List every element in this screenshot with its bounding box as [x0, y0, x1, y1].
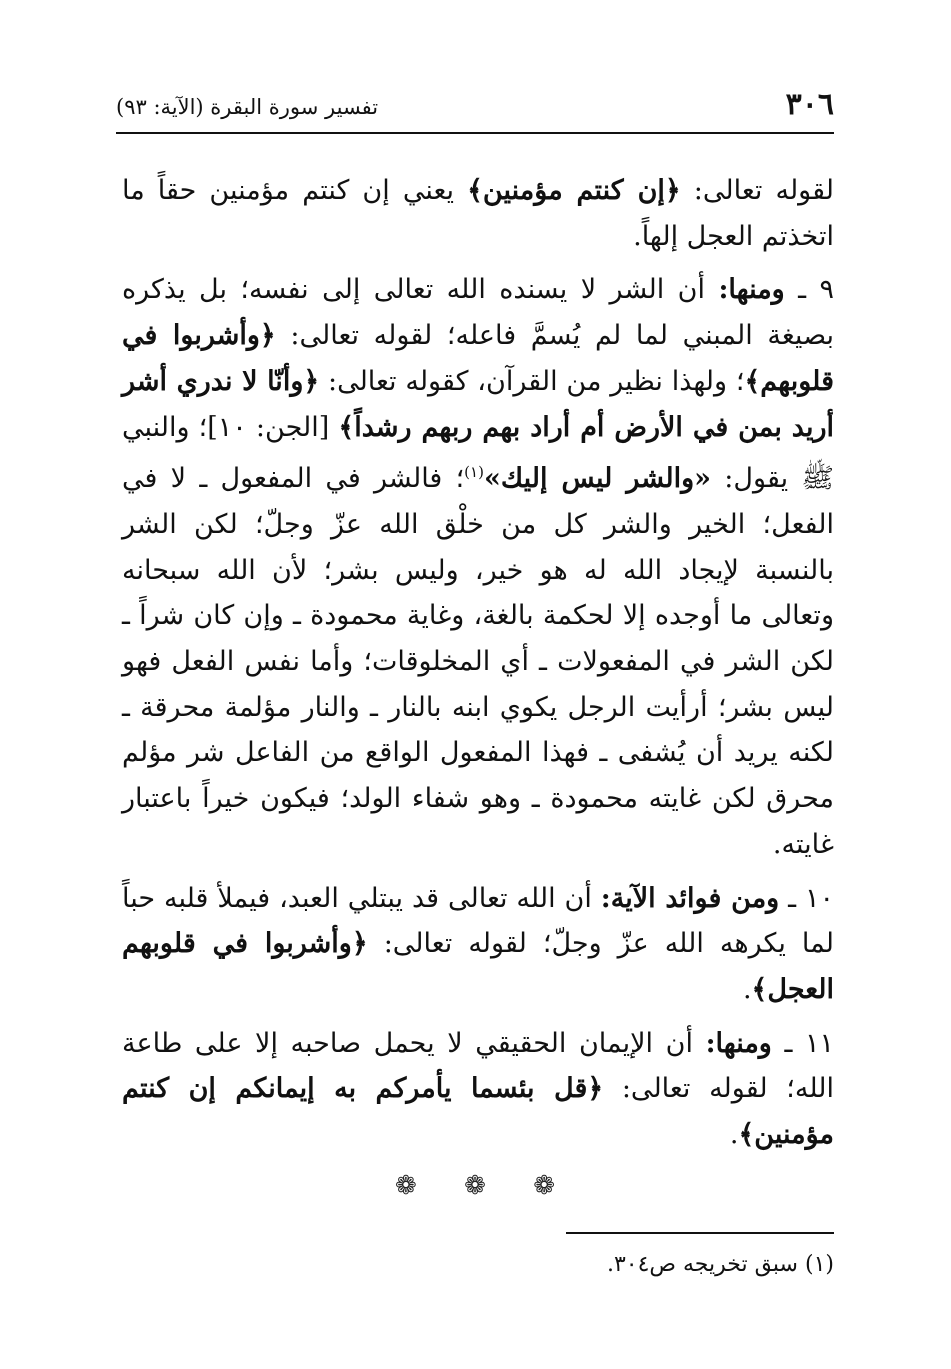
- paragraph: [122, 168, 834, 259]
- page-header: [116, 88, 834, 128]
- body-text: [122, 168, 834, 1166]
- text-run: ٩ ـ: [784, 274, 834, 306]
- bold-text: ومنها:: [705, 1027, 772, 1059]
- bold-text: ﴿وأشربوا في قلوبهم العجل﴾: [122, 928, 834, 1005]
- bold-text: ومنها:: [718, 274, 785, 306]
- text-run: ؛ فالشر في المفعول ـ لا في الفعل؛ الخير والشر كل من خلْق الله عزّ وجلّ؛ لكن الشر بالنسبة لإيجاد الله له هو خير، وليس بشر؛ لأن الله سبحانه وتعالى ما أوجده إلا لحكمة بالغة، وغاية محمودة ـ وإن كان شراً ـ لكن الشر في المفعولات ـ أي المخلوقات؛ وأما نفس الفعل فهو ليس بشر؛ أرأيت الرجل يكوي ابنه بالنار ـ والنار مؤلمة محرقة ـ لكنه يريد أن يُشفى ـ فهذا المفعول الواقع من الفاعل شر مؤلم محرق لكن غايته محمودة ـ وهو شفاء الولد؛ فيكون خيراً باعتبار غايته.: [122, 463, 834, 860]
- text-run: .: [729, 1119, 739, 1151]
- paragraph: [122, 267, 834, 867]
- text-run: أن الشر لا يسنده الله تعالى إلى نفسه؛ بل يذكره بصيغة المبني لما لم يُسمَّ فاعله؛ لقوله تعالى:: [122, 274, 835, 352]
- running-title: تفسير سورة البقرة (الآية: ٩٣): [116, 95, 379, 119]
- page-number: ٣٠٦: [785, 87, 834, 122]
- section-ornaments: [395, 1168, 555, 1204]
- header-rule: [116, 132, 834, 134]
- text-run: يعني إن كنتم مؤمنين حقاً ما اتخذتم العجل إلهاً.: [122, 175, 834, 252]
- bold-text: ﴿وأنّا لا ندري أشر أريد بمن في الأرض أم أراد بهم ربهم رشداً﴾: [122, 365, 834, 443]
- flower-ornament-icon: ❁: [395, 1171, 417, 1201]
- flower-ornament-icon: ❁: [533, 1171, 555, 1201]
- text-run: ؛ ولهذا نظير من القرآن، كقوله تعالى:: [319, 365, 745, 397]
- text-run: لقوله تعالى:: [680, 175, 835, 206]
- bold-text: ﴿وأشربوا في قلوبهم﴾: [122, 320, 834, 397]
- text-run: [الجن: ١٠]؛ والنبي ﷺ يقول:: [122, 411, 834, 495]
- bold-text: «والشر ليس إليك»: [483, 463, 712, 495]
- text-run: أن الله تعالى قد يبتلي العبد، فيملأ قلبه حباً لما يكرهه الله عزّ وجلّ؛ لقوله تعالى:: [122, 882, 834, 960]
- text-run: أن الإيمان الحقيقي لا يحمل صاحبه إلا على طاعة الله؛ لقوله تعالى:: [122, 1027, 834, 1105]
- footnote-marker: (١): [464, 463, 484, 482]
- footnote-rule: [566, 1232, 834, 1234]
- text-run: .: [742, 973, 752, 1005]
- paragraph: [122, 1021, 834, 1158]
- text-run: ١٠ ـ: [779, 882, 835, 914]
- text-run: ١١ ـ: [771, 1027, 834, 1059]
- paragraph: [122, 876, 834, 1013]
- bold-text: ﴿إن كنتم مؤمنين﴾: [467, 175, 681, 206]
- flower-ornament-icon: ❁: [464, 1171, 486, 1201]
- bold-text: ومن فوائد الآية:: [600, 882, 780, 914]
- bold-text: ﴿قل بئسما يأمركم به إيمانكم إن كنتم مؤمنين﴾: [122, 1073, 834, 1151]
- footnote: (١) سبق تخريجه ص٣٠٤.: [606, 1252, 834, 1277]
